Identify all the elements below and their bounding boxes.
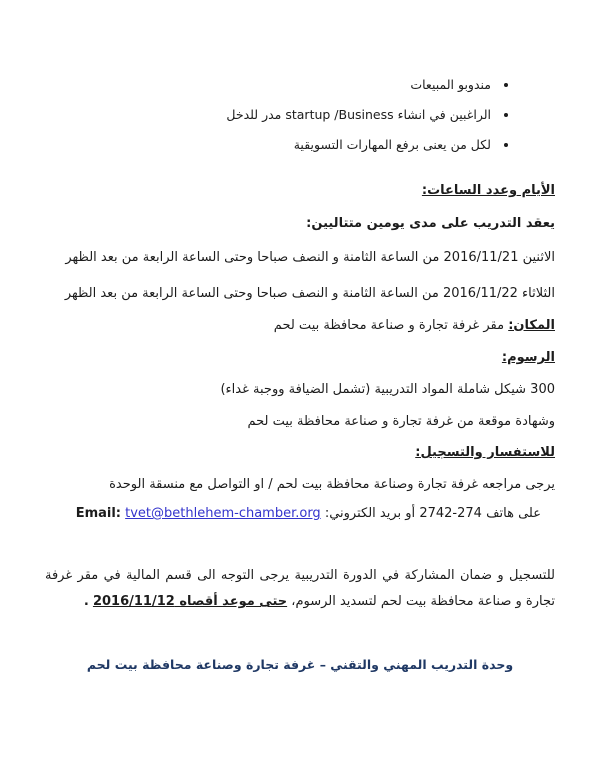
schedule-intro: يعقد التدريب على مدى يومين متتاليين: <box>306 216 555 231</box>
schedule-day1: الاثنين 2016/11/21 من الساعة الثامنة و النصف صباحا وحتى الساعة الرابعة من بعد الظهر <box>65 250 555 265</box>
email-block <box>76 506 321 521</box>
location-value: مقر غرفة تجارة و صناعة محافظة بيت لحم <box>273 318 505 333</box>
fees-heading: الرسوم: <box>501 350 555 365</box>
bullet-item: • الراغبين في انشاء startup /Business مدر للدخل <box>45 100 493 130</box>
audience-bullet-list <box>45 70 507 160</box>
bullet-item: • مندوبو المبيعات <box>45 70 493 100</box>
schedule-heading: الأيام وعدد الساعات: <box>421 183 555 198</box>
inquiry-line: يرجى مراجعه غرفة تجارة وصناعة محافظة بيت لحم / او التواصل مع منسقة الوحدة <box>109 477 555 492</box>
bullet-item: • لكل من يعنى برفع المهارات التسويقية <box>45 130 493 160</box>
payment-paragraph <box>45 563 555 615</box>
location-line <box>45 318 555 333</box>
contact-prefix: على هاتف 274-2742 أو بريد الكتروني: <box>320 506 541 521</box>
email-label: Email: <box>75 506 121 521</box>
location-label: المكان: <box>508 318 555 333</box>
inquiry-heading: للاستفسار والتسجيل: <box>415 445 555 460</box>
payment-deadline: حتى موعد أقصاه 2016/11/12 <box>92 594 288 609</box>
email-link[interactable]: tvet@bethlehem-chamber.org <box>125 506 321 521</box>
schedule-day2: الثلاثاء 2016/11/22 من الساعة الثامنة و النصف صباحا وحتى الساعة الرابعة من بعد الظهر <box>64 286 555 301</box>
payment-suffix: . <box>83 594 89 609</box>
payment-text: للتسجيل و ضمان المشاركة في الدورة التدريبية يرجى التوجه الى قسم المالية في مقر غرفة تجارة و صناعة محافظة بيت لحم لتسديد الرسوم، <box>45 568 555 609</box>
fees-line-2: وشهادة موقعة من غرفة تجارة و صناعة محافظة بيت لحم <box>247 414 555 429</box>
contact-line <box>45 506 541 521</box>
footer-unit-line: وحدة التدريب المهني والتقني – غرفة تجارة وصناعة محافظة بيت لحم <box>86 657 514 672</box>
fees-line-1: 300 شيكل شاملة المواد التدريبية (تشمل الضيافة ووجبة غداء) <box>220 382 555 397</box>
